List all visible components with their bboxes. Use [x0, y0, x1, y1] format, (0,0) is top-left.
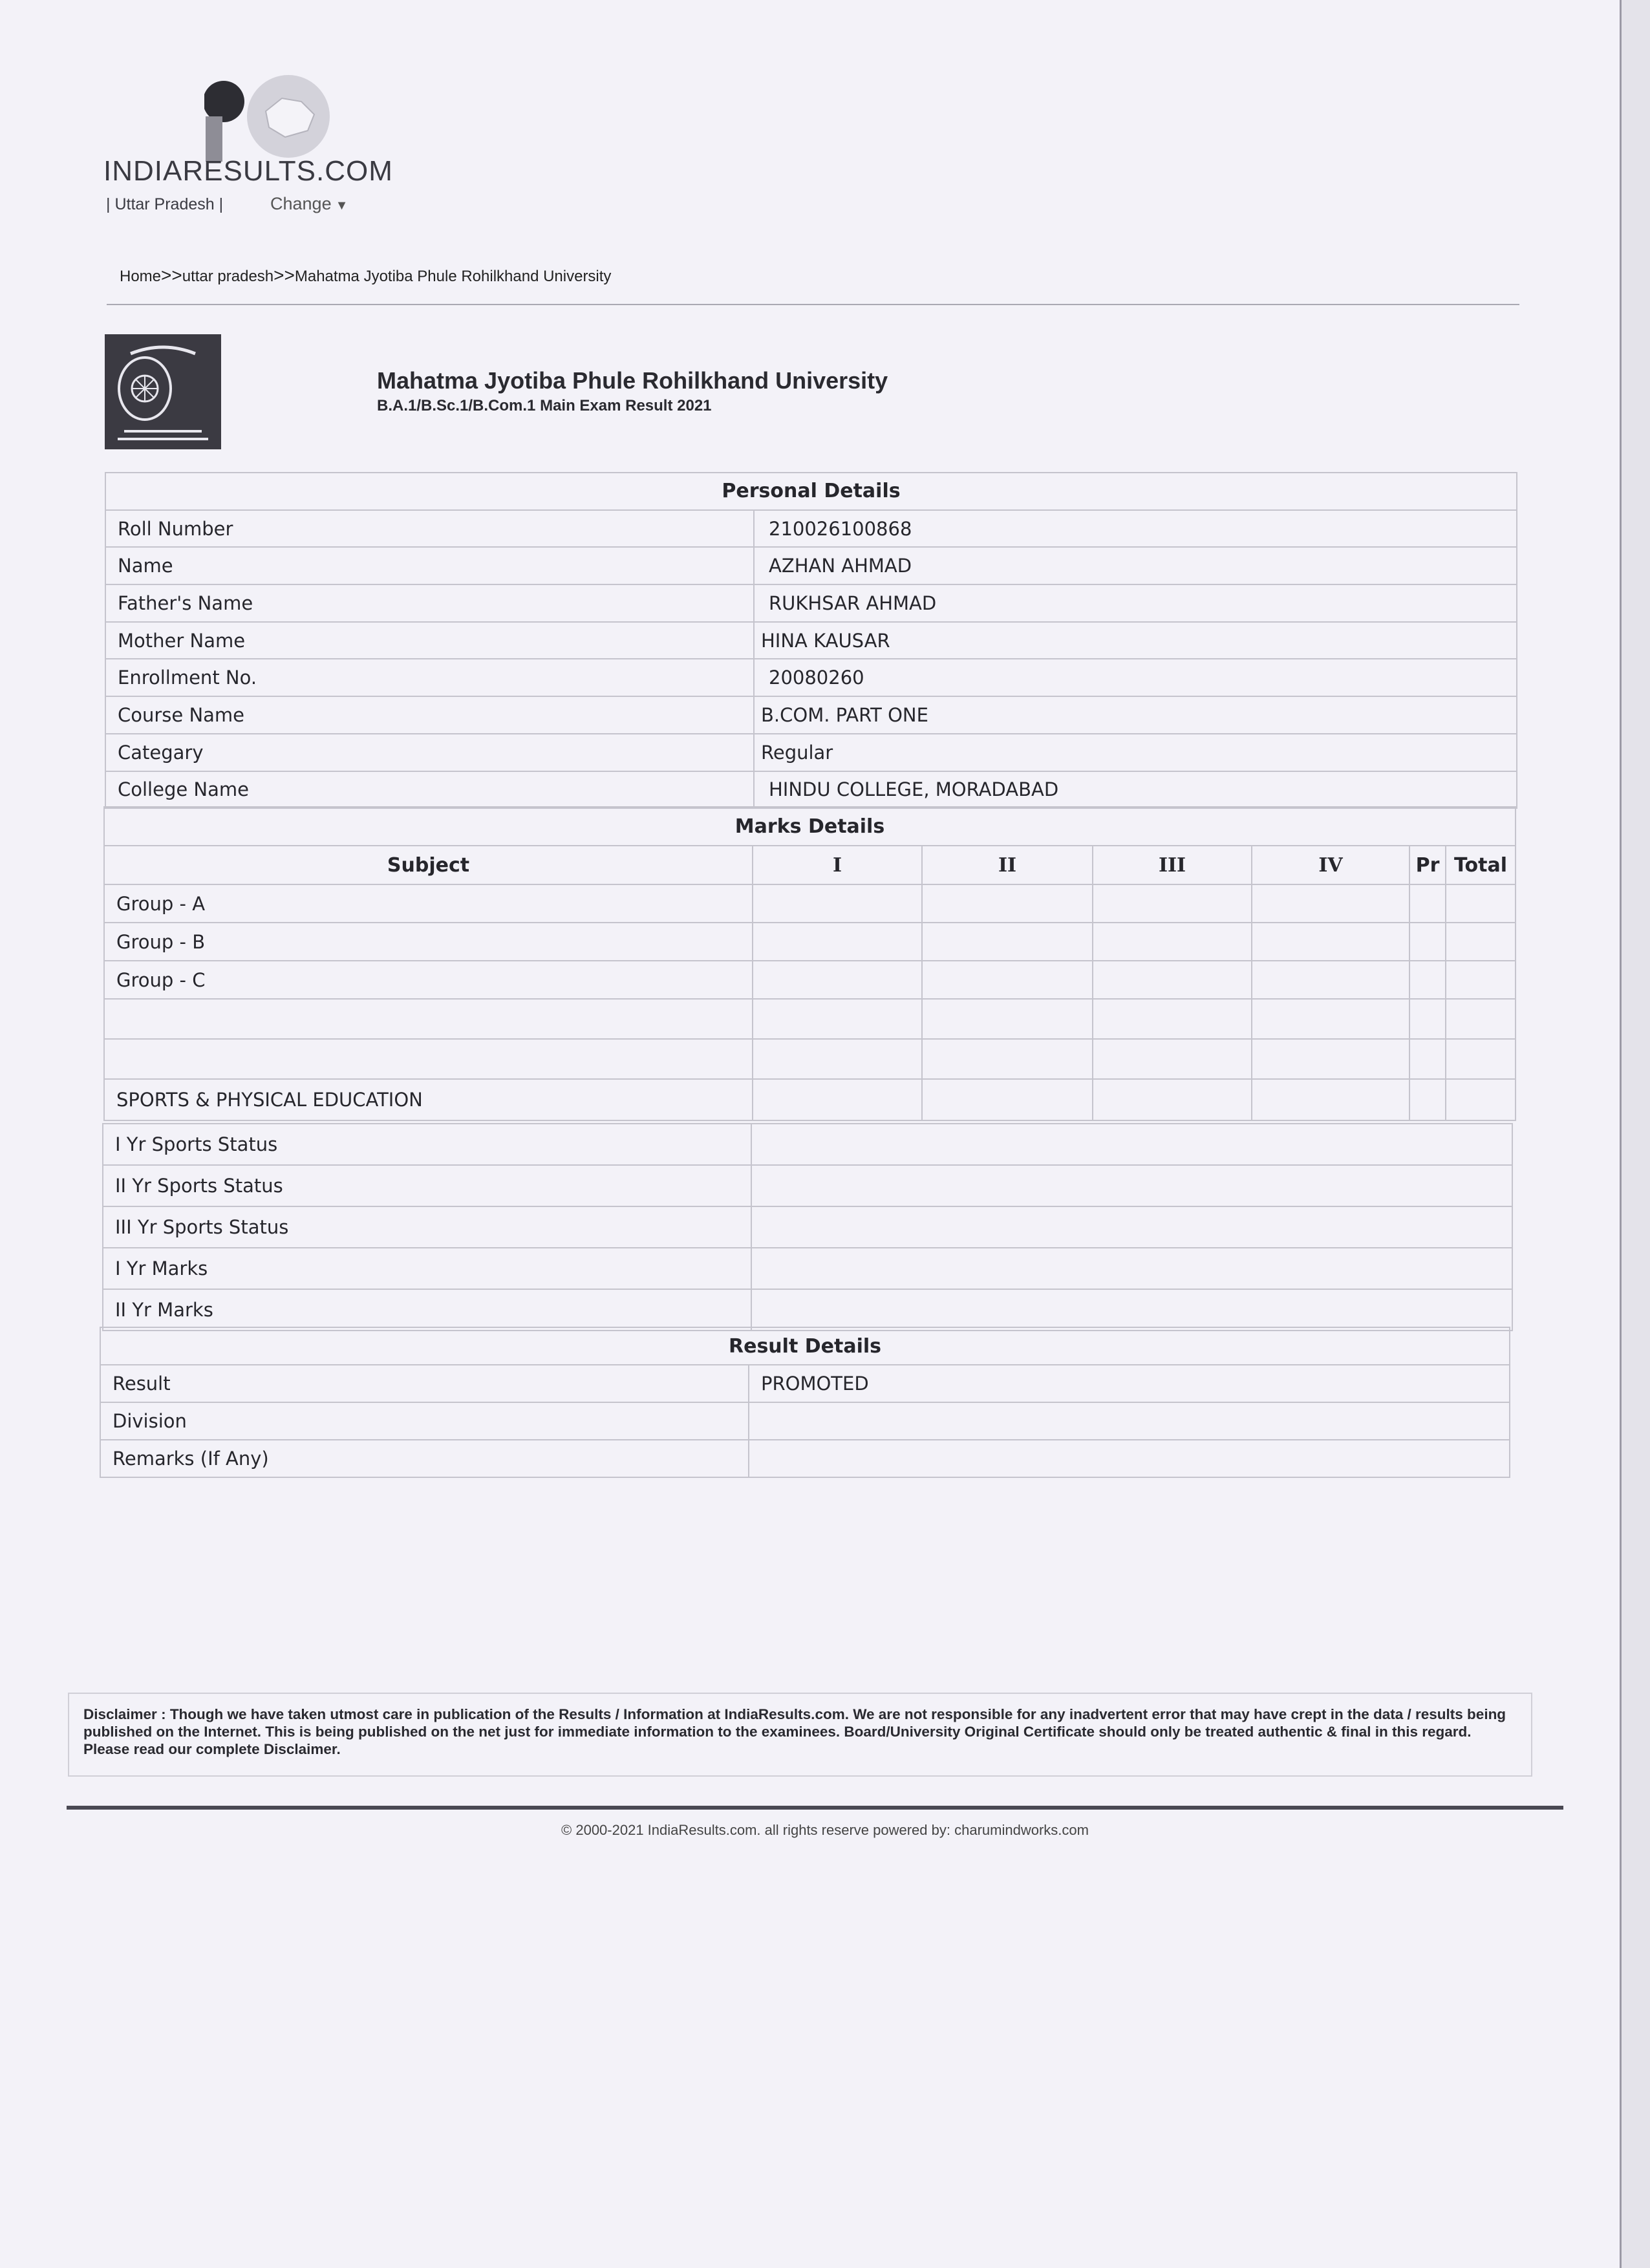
breadcrumb-university[interactable]: Mahatma Jyotiba Phule Rohilkhand University [294, 268, 612, 285]
field-label: I Yr Sports Status [103, 1124, 751, 1165]
sports-label: SPORTS & PHYSICAL EDUCATION [104, 1079, 753, 1120]
table-row [105, 547, 1517, 584]
table-row [105, 659, 1517, 696]
result-details-heading: Result Details [100, 1327, 1510, 1365]
column-header: I [753, 846, 922, 884]
field-label: II Yr Sports Status [103, 1165, 751, 1206]
field-value [751, 1124, 1512, 1165]
field-label: Enrollment No. [105, 659, 754, 696]
field-value [751, 1165, 1512, 1206]
field-label: Categary [105, 734, 754, 771]
field-label: Father's Name [105, 584, 754, 622]
field-value: AZHAN AHMAD [754, 547, 1517, 584]
sports-status-table [102, 1123, 1513, 1331]
table-row [104, 1039, 1516, 1079]
marks-details-table [103, 806, 1516, 1121]
personal-details-table [105, 472, 1517, 809]
field-label: Roll Number [105, 510, 754, 548]
breadcrumb [120, 265, 611, 286]
column-header: Subject [104, 846, 753, 884]
table-row [105, 584, 1517, 622]
field-label: Result [100, 1365, 749, 1402]
marks-header-row [104, 846, 1516, 884]
field-value: HINDU COLLEGE, MORADABAD [754, 771, 1517, 809]
table-row [104, 1079, 1516, 1120]
field-value: B.COM. PART ONE [754, 696, 1517, 734]
table-row [103, 1206, 1512, 1248]
disclaimer-text: Disclaimer : Though we have taken utmost care in publication of the Results / Information at IndiaResults.com. We are not responsible for any inadvertent error that may have crept in the data / results being published on the Internet. This is being published on the net just for immediate information to the examinees. Board/University Original Certificate should only be treated authentic & final in this regard. Please read our complete Disclaimer. [68, 1693, 1532, 1777]
university-title: Mahatma Jyotiba Phule Rohilkhand University [377, 367, 888, 394]
field-value [751, 1289, 1512, 1331]
field-value: Regular [754, 734, 1517, 771]
footer-divider [67, 1806, 1563, 1810]
table-row [104, 884, 1516, 923]
table-row [100, 1402, 1510, 1440]
brand-state: | Uttar Pradesh | [106, 195, 224, 213]
column-header: II [922, 846, 1093, 884]
field-value [751, 1248, 1512, 1289]
field-value: 210026100868 [754, 510, 1517, 548]
field-label: Course Name [105, 696, 754, 734]
table-row [100, 1440, 1510, 1477]
header-divider [107, 304, 1519, 305]
university-seal-icon [105, 334, 221, 449]
result-details-table [100, 1327, 1510, 1478]
section-heading-row [105, 473, 1517, 510]
brand-header [103, 72, 393, 228]
chevron-down-icon: ▼ [335, 198, 348, 213]
copyright-text: © 2000-2021 IndiaResults.com. all rights reserve powered by: charumindworks.com [561, 1822, 1089, 1838]
table-row [104, 961, 1516, 999]
section-heading-row [104, 807, 1516, 846]
table-row [104, 999, 1516, 1039]
group-label: Group - B [104, 923, 753, 961]
field-label: I Yr Marks [103, 1248, 751, 1289]
field-value [751, 1206, 1512, 1248]
field-value: 20080260 [754, 659, 1517, 696]
table-row [104, 923, 1516, 961]
marks-details-heading: Marks Details [104, 807, 1516, 846]
table-row [103, 1165, 1512, 1206]
table-row [105, 510, 1517, 548]
field-value: HINA KAUSAR [754, 622, 1517, 659]
group-label: Group - C [104, 961, 753, 999]
table-row [103, 1124, 1512, 1165]
breadcrumb-separator: >> [273, 265, 295, 285]
change-label: Change [270, 194, 332, 213]
table-row [105, 696, 1517, 734]
field-label: Name [105, 547, 754, 584]
column-header: Total [1446, 846, 1516, 884]
group-label: Group - A [104, 884, 753, 923]
change-state-link[interactable] [270, 194, 348, 214]
breadcrumb-separator: >> [161, 265, 182, 285]
page-edge [1622, 0, 1650, 2268]
brand-name[interactable]: INDIARESULTS.COM [103, 155, 393, 187]
table-row [105, 622, 1517, 659]
field-label: Mother Name [105, 622, 754, 659]
table-row [103, 1248, 1512, 1289]
exam-subtitle: B.A.1/B.Sc.1/B.Com.1 Main Exam Result 2021 [377, 397, 712, 414]
table-row [105, 771, 1517, 809]
column-header: IV [1252, 846, 1409, 884]
table-row [103, 1289, 1512, 1331]
personal-details-heading: Personal Details [105, 473, 1517, 510]
field-value [749, 1402, 1510, 1440]
table-row [105, 734, 1517, 771]
breadcrumb-state[interactable]: uttar pradesh [182, 268, 274, 285]
indiaresults-logo-icon [204, 72, 359, 163]
breadcrumb-home[interactable]: Home [120, 268, 162, 285]
table-row [100, 1365, 1510, 1402]
field-value: RUKHSAR AHMAD [754, 584, 1517, 622]
field-label: II Yr Marks [103, 1289, 751, 1331]
field-label: Division [100, 1402, 749, 1440]
column-header: Pr [1409, 846, 1446, 884]
section-heading-row [100, 1327, 1510, 1365]
field-label: Remarks (If Any) [100, 1440, 749, 1477]
field-label: College Name [105, 771, 754, 809]
field-value: PROMOTED [749, 1365, 1510, 1402]
column-header: III [1093, 846, 1252, 884]
field-label: III Yr Sports Status [103, 1206, 751, 1248]
field-value [749, 1440, 1510, 1477]
